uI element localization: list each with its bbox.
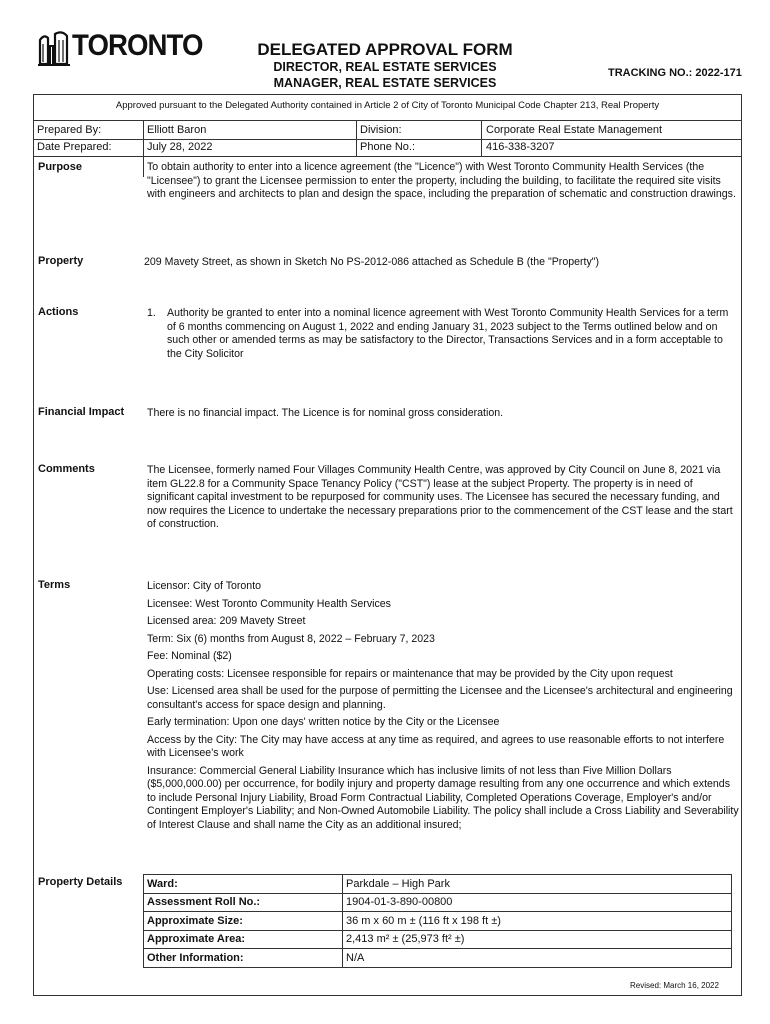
roll-number-key: Assessment Roll No.: (144, 893, 343, 912)
term-early-termination: Early termination: Upon one days' written notice by the City or the Licensee (147, 716, 500, 728)
term-fee: Fee: Nominal ($2) (147, 650, 232, 662)
property-text: 209 Mavety Street, as shown in Sketch No PS-2012-086 attached as Schedule B (the "Property") (144, 256, 600, 268)
table-row (144, 930, 732, 949)
tracking-number: TRACKING NO.: 2022-171 (608, 67, 742, 79)
form-title: DELEGATED APPROVAL FORM (257, 40, 513, 59)
toronto-logo (38, 28, 203, 68)
term-use: Use: Licensed area shall be used for the purpose of permitting the Licensee and the Licensee's architectural and engineering consultant's access for space design and planning. (147, 685, 733, 711)
other-info-key: Other Information: (144, 949, 343, 968)
term-insurance: Insurance: Commercial General Liability Insurance which has inclusive limits of not less than Five Million Dollars ($5,000,000.00) per occurrence, for bodily injury and property damage resulting from any one occurrence and which extends to include Personal Injury Liability, Broad Form Contractual Liability, Completed Operations Coverage, Employer's and/or Contingent Employer's Liability; and Non-Owned Automobile Liability. The policy shall include a Cross Liability and Severability of Interest Clause and shall name the City as an additional insured; (147, 764, 739, 831)
actions-number: 1. (147, 307, 156, 319)
size-key: Approximate Size: (144, 912, 343, 931)
term-licensee: Licensee: West Toronto Community Health Services (147, 597, 391, 610)
purpose-label: Purpose (38, 161, 83, 173)
ward-key: Ward: (144, 875, 343, 894)
comments-label: Comments (38, 463, 95, 475)
division-value: Corporate Real Estate Management (486, 124, 663, 136)
divider (33, 120, 742, 121)
approval-authority-note: Approved pursuant to the Delegated Authority contained in Article 2 of City of Toronto Municipal Code Chapter 213, Real Property (115, 100, 660, 111)
financial-impact-text: There is no financial impact. The Licence is for nominal gross consideration. (147, 407, 504, 419)
terms-label: Terms (38, 579, 71, 591)
divider (143, 120, 144, 177)
term-duration: Term: Six (6) months from August 8, 2022 – February 7, 2023 (147, 632, 435, 645)
term-licensor: Licensor: City of Toronto (147, 580, 262, 592)
term-operating-costs: Operating costs: Licensee responsible for repairs or maintenance that may be provided by the City upon request (147, 667, 673, 680)
property-details-table (143, 874, 732, 968)
form-subtitle-director: DIRECTOR, REAL ESTATE SERVICES (273, 60, 497, 74)
divider (33, 156, 742, 157)
prepared-by-label: Prepared By: (37, 124, 102, 136)
financial-impact-label: Financial Impact (38, 406, 125, 418)
phone-value: 416-338-3207 (486, 141, 555, 153)
divider (481, 120, 482, 156)
other-info-value: N/A (343, 949, 732, 968)
actions-label: Actions (38, 306, 79, 318)
date-prepared-value: July 28, 2022 (147, 141, 213, 153)
table-row (144, 949, 732, 968)
revised-date: Revised: March 16, 2022 (630, 981, 719, 990)
area-value: 2,413 m² ± (25,973 ft² ±) (343, 930, 732, 949)
city-hall-icon (38, 28, 72, 68)
area-key: Approximate Area: (144, 930, 343, 949)
term-licensed-area: Licensed area: 209 Mavety Street (147, 615, 306, 627)
divider (356, 120, 357, 156)
logo-wordmark: TORONTO (72, 29, 203, 62)
actions-text: Authority be granted to enter into a nominal licence agreement with West Toronto Community Health Services for a term of 6 months commencing on August 1, 2022 and ending January 31, 2023 subject to the Terms outlined below and on such other or amended terms as may be satisfactory to the Director, Transactions Services and in a form acceptable to the City Solicitor (167, 307, 729, 360)
property-details-label: Property Details (38, 876, 123, 888)
phone-label: Phone No.: (360, 141, 416, 153)
terms-list (147, 580, 739, 832)
term-access: Access by the City: The City may have access at any time as required, and agrees to use reasonable efforts to not interfere with Licensee's work (147, 733, 725, 759)
table-row (144, 912, 732, 931)
division-label: Division: (360, 124, 402, 136)
roll-number-value: 1904-01-3-890-00800 (343, 893, 732, 912)
property-label: Property (38, 255, 84, 267)
form-subtitle-manager: MANAGER, REAL ESTATE SERVICES (273, 76, 497, 90)
size-value: 36 m x 60 m ± (116 ft x 198 ft ±) (343, 912, 732, 931)
prepared-by-value: Elliott Baron (147, 124, 207, 136)
table-row (144, 893, 732, 912)
form-frame (33, 94, 742, 996)
divider (33, 139, 742, 140)
table-row (144, 875, 732, 894)
comments-text: The Licensee, formerly named Four Villages Community Health Centre, was approved by City Council on June 8, 2021 via item GL22.8 for a Community Space Tenancy Policy ("CST") lease at the subject Property. The property is in need of significant capital investment to be repurposed for community uses. The Licensee has secured the necessary funding, and now requires the Licence to undertake the necessary preparations prior to the commencement of the CST lease and the start of construction. (147, 464, 733, 530)
ward-value: Parkdale – High Park (343, 875, 732, 894)
date-prepared-label: Date Prepared: (37, 141, 112, 153)
purpose-text: To obtain authority to enter into a licence agreement (the "Licence") with West Toronto Community Health Services (the "Licensee") to grant the Licensee permission to enter the property, including the building, to facilitate the required site visits with engineers and architects to plan and design the space, including the preparation of schematic and construction drawings. (147, 161, 736, 200)
